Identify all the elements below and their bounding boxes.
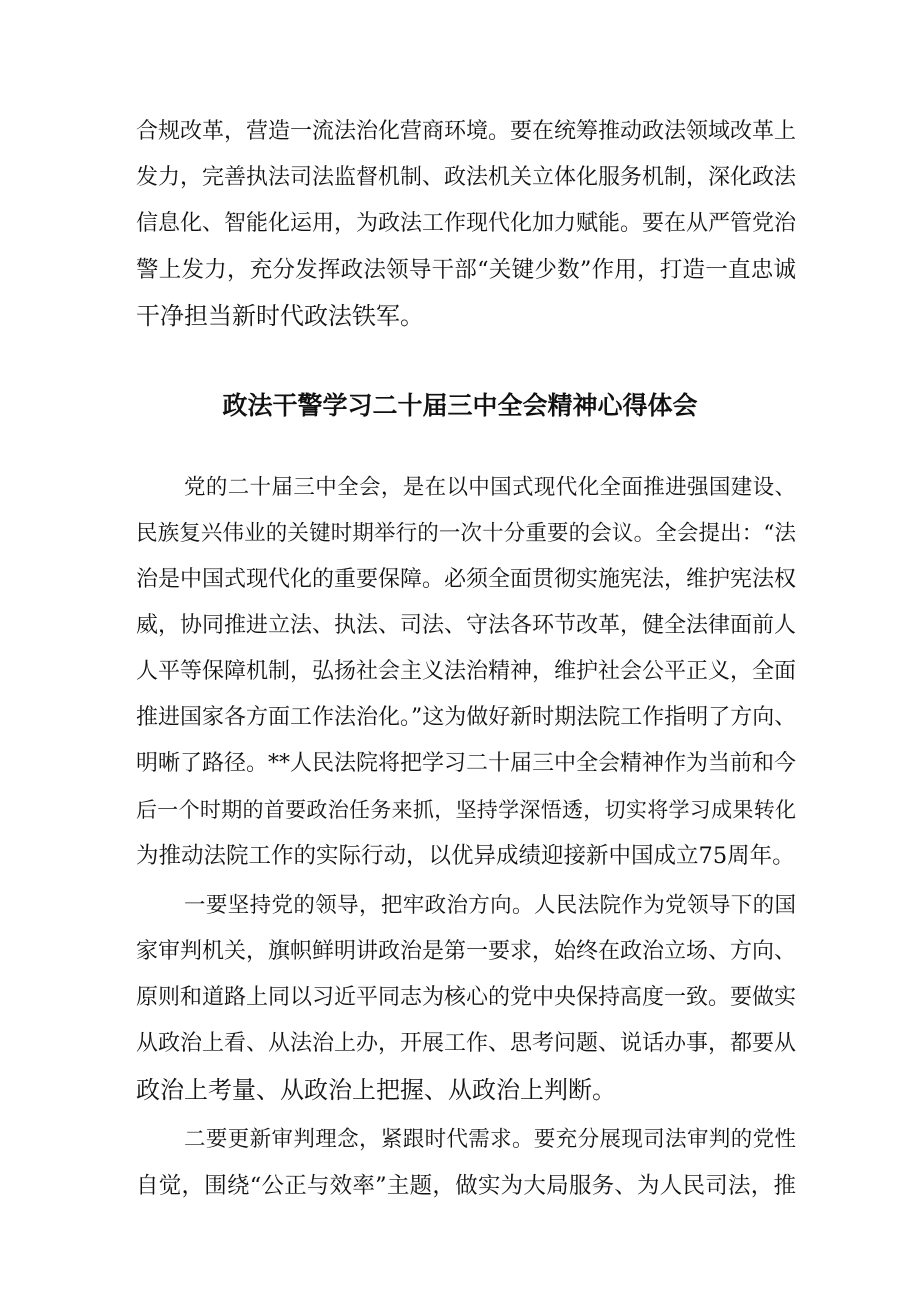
text-line: 信息化、智能化运用，为政法工作现代化加力赋能。要在从严管党治 [136,211,797,236]
text-line: 明晰了路径。**人民法院将把学习二十届三中全会精神作为当前和今 [136,751,797,776]
text-line: 从政治上看、从法治上办，开展工作、思考问题、说话办事，都要从 [136,1031,797,1056]
text-line: 家审判机关，旗帜鲜明讲政治是第一要求，始终在政治立场、方向、 [136,939,797,964]
text-line: 政治上考量、从政治上把握、从政治上判断。 [136,1076,616,1104]
text-line: 后一个时期的首要政治任务来抓，坚持学深悟透，切实将学习成果转化 [136,798,796,822]
text-line: 治是中国式现代化的重要保障。必须全面贯彻实施宪法，维护宪法权 [136,567,797,592]
text-line: 民族复兴伟业的关键时期举行的一次十分重要的会议。全会提出：“法 [136,521,796,546]
text-line: 人平等保障机制，弘扬社会主义法治精神，维护社会公平正义，全面 [136,659,797,684]
text-line: 发力，完善执法司法监督机制、政法机关立体化服务机制，深化政法 [136,165,797,190]
text-line: 党的二十届三中全会，是在以中国式现代化全面推进强国建设、 [184,475,796,500]
text-line: 推进国家各方面工作法治化。”这为做好新时期法院工作指明了方向、 [136,705,797,730]
article-title: 政法干警学习二十届三中全会精神心得体会 [222,391,698,420]
text-line: 一要坚持党的领导，把牢政治方向。人民法院作为党领导下的国 [184,893,796,918]
text-line: 为推动法院工作的实际行动，以优异成绩迎接新中国成立75周年。 [136,843,795,869]
text-line: 二要更新审判理念，紧跟时代需求。要充分展现司法审判的党性 [184,1127,796,1152]
text-line: 警上发力，充分发挥政法领导干部“关键少数”作用，打造一直忠诚 [136,257,796,283]
text-line: 原则和道路上同以习近平同志为核心的党中央保持高度一致。要做实 [136,985,797,1010]
text-line: 自觉，围绕“公正与效率”主题，做实为大局服务、为人民司法，推 [136,1173,796,1199]
text-line: 干净担当新时代政法铁军。 [136,302,424,330]
text-line: 威，协同推进立法、执法、司法、守法各环节改革，健全法律面前人 [136,613,797,638]
text-line: 合规改革，营造一流法治化营商环境。要在统筹推动政法领域改革上 [136,119,797,144]
